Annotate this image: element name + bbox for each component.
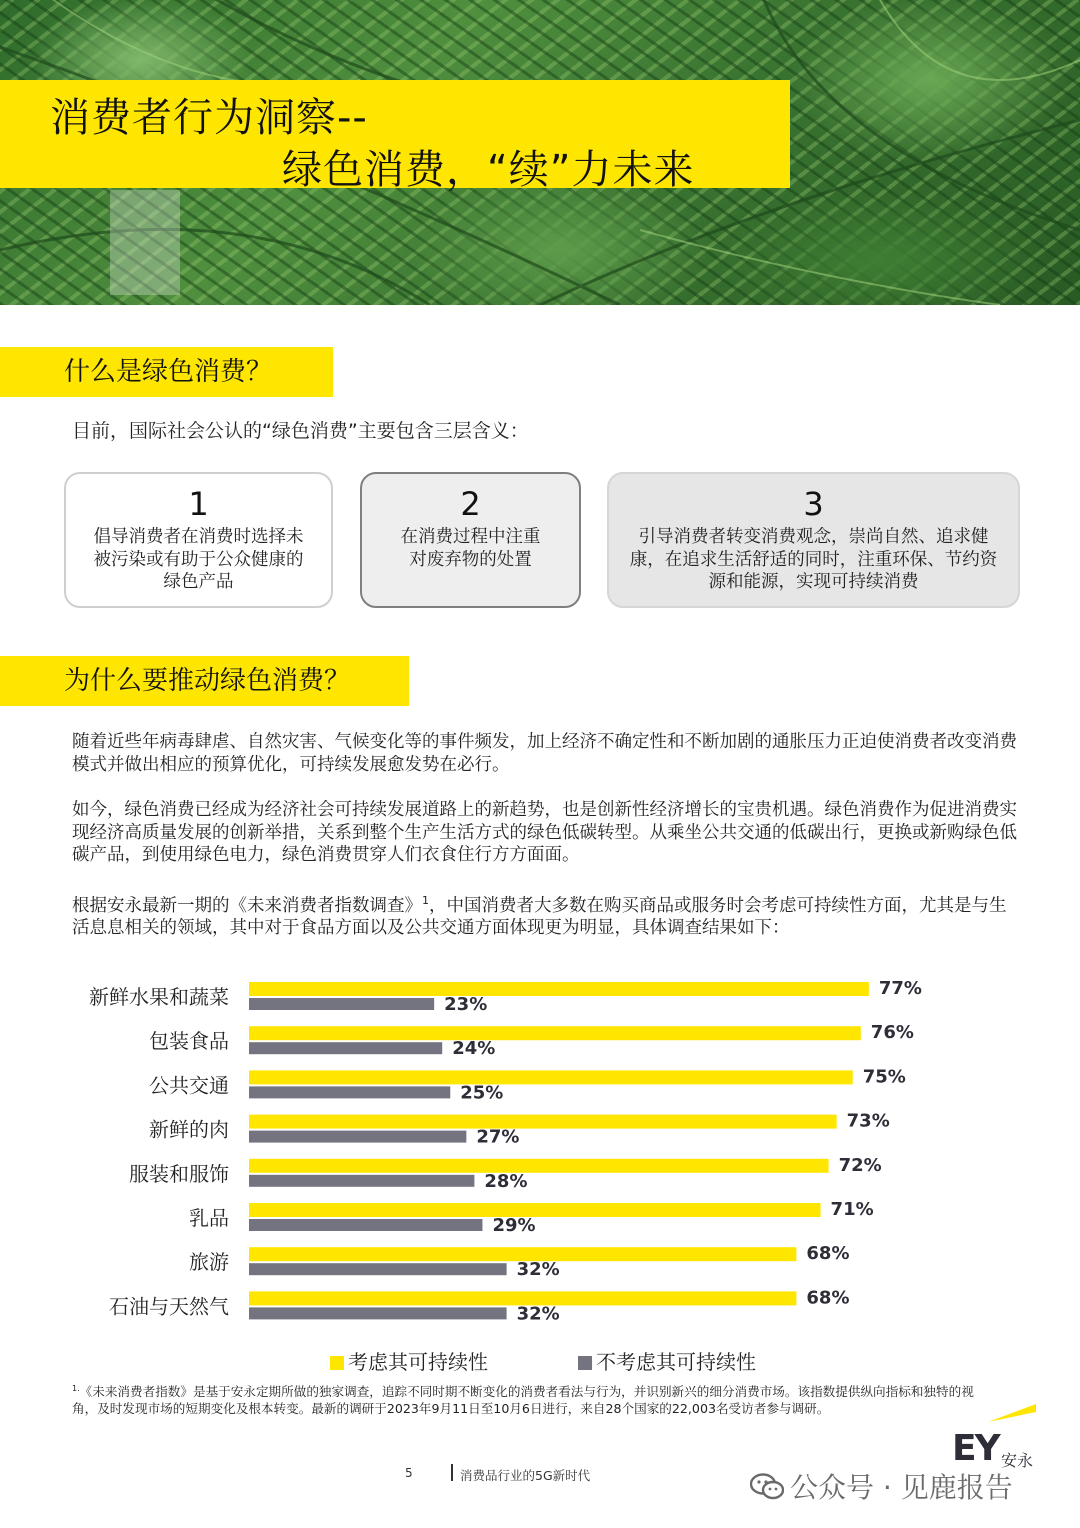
- meaning-card-3: [607, 472, 1020, 608]
- paragraph-3-part-a: 根据安永最新一期的《未来消费者指数调查》: [72, 895, 422, 916]
- data-label-not-consider: 32%: [516, 1303, 560, 1325]
- category-label: 旅游: [189, 1250, 229, 1275]
- data-label-consider: 73%: [846, 1110, 890, 1132]
- category-label: 新鲜的肉: [149, 1117, 229, 1142]
- category-label: 石油与天然气: [109, 1294, 229, 1319]
- bar-not-consider: [249, 998, 434, 1010]
- data-label-not-consider: 23%: [444, 994, 488, 1015]
- bar-consider: [249, 982, 869, 996]
- watermark: [750, 1466, 1013, 1506]
- section1-intro: 目前，国际社会公认的“绿色消费”主要包含三层含义：: [72, 420, 529, 442]
- paragraph-3-part-b: ，中国消费者大多数在购买商品或服务时会考虑可持续性方面，尤其是与生活息息相关的领域，其中对于食品方面以及公共交通方面体现更为明显，具体调查结果如下：: [72, 895, 1007, 939]
- section-heading-what: 什么是绿色消费？: [0, 347, 333, 397]
- card-number: 1: [188, 485, 209, 523]
- card-text: 在消费过程中注重对废弃物的处置: [400, 527, 541, 570]
- bar-not-consider: [249, 1086, 450, 1098]
- footer-title: 消费品行业的5G新时代: [460, 1468, 591, 1483]
- wechat-icon: [750, 1473, 784, 1501]
- footnote-ref: 1: [422, 894, 429, 907]
- hero-title-line2: 绿色消费，“续”力未来: [282, 147, 695, 193]
- sustainability-bar-chart: [0, 965, 1080, 1335]
- legend-label: 不考虑其可持续性: [596, 1350, 756, 1374]
- card-number: 2: [460, 485, 481, 523]
- footnote-marker: 1.: [72, 1384, 80, 1393]
- legend-swatch-gray: [578, 1356, 592, 1370]
- card-text: 倡导消费者在消费时选择未被污染或有助于公众健康的绿色产品: [93, 527, 304, 592]
- ey-logo-cn: 安永: [1001, 1451, 1034, 1470]
- data-label-not-consider: 27%: [476, 1126, 520, 1148]
- footer-divider: [451, 1464, 453, 1481]
- card-number: 3: [803, 485, 824, 523]
- data-label-consider: 76%: [870, 1022, 914, 1044]
- category-label: 包装食品: [149, 1029, 229, 1054]
- legend-swatch-yellow: [330, 1356, 344, 1370]
- category-label: 公共交通: [149, 1073, 229, 1098]
- footnote-text: 《未来消费者指数》是基于安永定期所做的独家调查，追踪不同时期不断变化的消费者看法与行为，并识别新兴的细分消费市场。该指数提供纵向指标和独特的视角，及时发现市场的短期变化及根本转变。最新的调研于2023年9月11日至10月6日进行，来自28个国家的22,003名受访者参与调研。: [72, 1384, 974, 1416]
- meaning-card-2: [360, 472, 581, 608]
- section-heading-why: 为什么要推动绿色消费？: [0, 656, 409, 706]
- bar-not-consider: [249, 1131, 466, 1143]
- paragraph-2: 如今，绿色消费已经成为经济社会可持续发展道路上的新趋势，也是创新性经济增长的宝贵机遇。绿色消费作为促进消费实现经济高质量发展的创新举措，关系到整个生产生活方式的绿色低碳转型。从乘坐公共交通的低碳出行，更换或新购绿色低碳产品，到使用绿色电力，绿色消费贯穿人们衣食住行方方面面。: [72, 800, 1017, 865]
- category-label: 服装和服饰: [129, 1161, 229, 1186]
- footnote: [72, 1381, 982, 1417]
- bar-not-consider: [249, 1175, 474, 1187]
- data-label-consider: 68%: [806, 1243, 850, 1265]
- data-label-consider: 75%: [862, 1066, 906, 1088]
- watermark-text: 公众号 · 见鹿报告: [790, 1471, 1013, 1504]
- data-label-not-consider: 29%: [492, 1215, 536, 1236]
- data-label-not-consider: 25%: [460, 1082, 504, 1104]
- paragraph-3: [72, 890, 1022, 940]
- data-label-consider: 68%: [806, 1287, 850, 1309]
- data-label-consider: 71%: [830, 1199, 874, 1220]
- hero-title-line1: 消费者行为洞察--: [50, 95, 368, 141]
- bar-not-consider: [249, 1042, 442, 1054]
- card-text: 引导消费者转变消费观念，崇尚自然、追求健康，在追求生活舒适的同时，注重环保、节约资源和能源，实现可持续消费: [629, 527, 998, 592]
- page-number: 5: [405, 1466, 413, 1480]
- data-label-consider: 77%: [878, 978, 922, 999]
- bar-not-consider: [249, 1219, 482, 1231]
- category-label: 新鲜水果和蔬菜: [89, 985, 229, 1009]
- bar-not-consider: [249, 1307, 507, 1319]
- legend-item-consider: [330, 1346, 488, 1375]
- bar-not-consider: [249, 1263, 507, 1275]
- legend-label: 考虑其可持续性: [348, 1350, 488, 1374]
- ey-logo-mark: EY: [952, 1428, 999, 1469]
- data-label-not-consider: 24%: [452, 1038, 496, 1060]
- bar-consider: [249, 1026, 861, 1040]
- data-label-not-consider: 28%: [484, 1170, 528, 1192]
- hero-banner: [0, 0, 1080, 305]
- meaning-card-1: [64, 472, 333, 608]
- bar-consider: [249, 1159, 829, 1173]
- bar-consider: [249, 1070, 853, 1084]
- data-label-consider: 72%: [838, 1154, 882, 1176]
- bar-consider: [249, 1115, 837, 1129]
- paragraph-1: 随着近些年病毒肆虐、自然灾害、气候变化等的事件频发，加上经济不确定性和不断加剧的通胀压力正迫使消费者改变消费模式并做出相应的预算优化，可持续发展愈发势在必行。: [72, 732, 1017, 775]
- category-label: 乳品: [189, 1206, 229, 1230]
- data-label-not-consider: 32%: [516, 1259, 560, 1281]
- legend-item-not-consider: [578, 1346, 756, 1375]
